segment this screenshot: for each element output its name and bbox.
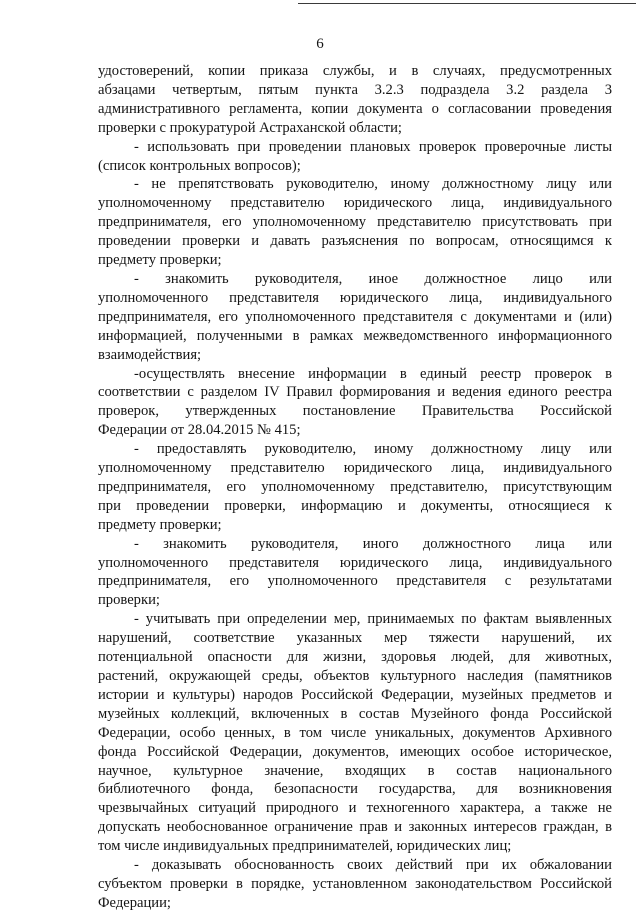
text-line: Федерации;	[98, 894, 171, 911]
document-body	[98, 62, 612, 913]
text-line: Федерации от 28.04.2015 № 415;	[98, 422, 301, 439]
text-line: предпринимателя, его уполномоченного представителя с результатами	[98, 573, 612, 590]
text-line: проверки;	[98, 592, 160, 609]
text-line: соответствии с разделом IV Правил формирования и ведения единого реестра	[98, 384, 612, 401]
text-line: нарушений, соответствие указанных мер тяжести нарушений, их	[98, 630, 612, 647]
page-number: 6	[316, 36, 324, 52]
text-line: предмету проверки;	[98, 252, 222, 269]
text-line: уполномоченного представителя юридического лица, индивидуального	[98, 554, 612, 571]
text-line: научное, культурное значение, входящих в состав национального	[98, 762, 612, 779]
text-line: допускать необоснованное ограничение прав и законных интересов граждан, в	[98, 819, 612, 836]
text-line: потенциальной опасности для жизни, здоровья людей, для животных,	[98, 649, 612, 666]
text-line: - знакомить руководителя, иного должностного лица или	[134, 535, 612, 552]
text-line: при проведении проверки, информацию и документы, относящиеся к	[98, 497, 612, 514]
text-line: уполномоченного представителя юридического лица, индивидуального	[98, 289, 612, 306]
text-line: фонда Российской Федерации, документов, имеющих особое историческое,	[98, 743, 612, 760]
text-line: - учитывать при определении мер, принимаемых по фактам выявленных	[134, 611, 612, 628]
text-line: - знакомить руководителя, иное должностное лицо или	[134, 270, 612, 287]
text-line: растений, окружающей среды, объектов культурного наследия (памятников	[98, 668, 612, 684]
text-line: том числе индивидуальных предпринимателей, юридических лиц;	[98, 838, 512, 855]
text-line: проведении проверки и давать разъяснения по вопросам, относящимся к	[98, 233, 612, 250]
text-line: библиотечного фонда, безопасности государства, для возникновения	[98, 781, 612, 798]
text-line: предпринимателя, его уполномоченному представителю присутствовать при	[98, 214, 612, 231]
text-line: субъектом проверки в порядке, установленном законодательством Российской	[98, 875, 612, 892]
text-line: музейных коллекций, включенных в состав Музейного фонда Российской	[98, 705, 612, 722]
text-line: предпринимателя, его уполномоченному представителю, присутствующим	[98, 478, 612, 495]
text-line: - использовать при проведении плановых проверок проверочные листы	[134, 138, 612, 155]
text-line: проверок, утвержденных постановление Правительства Российской	[98, 403, 612, 420]
text-line: административного регламента, копии документа о согласовании проведения	[98, 100, 612, 117]
text-line: истории и культуры) народов Российской Федерации, музейных предметов и	[98, 686, 612, 703]
text-line: взаимодействия;	[98, 346, 202, 363]
text-line: предмету проверки;	[98, 516, 222, 533]
top-border-rule	[298, 3, 636, 4]
text-line: проверки с прокуратурой Астраханской области;	[98, 119, 402, 136]
text-line: -осуществлять внесение информации в единый реестр проверок в	[134, 365, 612, 382]
text-line: - предоставлять руководителю, иному должностному лицу или	[134, 441, 612, 458]
text-line: уполномоченному представителю юридического лица, индивидуального	[98, 460, 612, 477]
text-line: чрезвычайных ситуаций природного и техногенного характера, а также не	[98, 800, 612, 817]
text-line: абзацами четвертым, пятым пункта 3.2.3 подраздела 3.2 раздела 3	[98, 81, 612, 98]
text-line: - не препятствовать руководителю, иному должностному лицу или	[134, 176, 612, 193]
text-line: информацией, полученными в рамках межведомственного информационного	[98, 327, 612, 344]
text-line: предпринимателя, его уполномоченного представителя с документами и (или)	[98, 308, 612, 325]
text-line: (список контрольных вопросов);	[98, 157, 301, 174]
text-line: Федерации, особо ценных, в том числе уникальных, документов Архивного	[98, 724, 612, 741]
text-line: - доказывать обоснованность своих действий при их обжаловании	[134, 857, 612, 874]
text-line: удостоверений, копии приказа службы, и в случаях, предусмотренных	[98, 63, 612, 79]
text-line: уполномоченному представителю юридического лица, индивидуального	[98, 195, 612, 212]
